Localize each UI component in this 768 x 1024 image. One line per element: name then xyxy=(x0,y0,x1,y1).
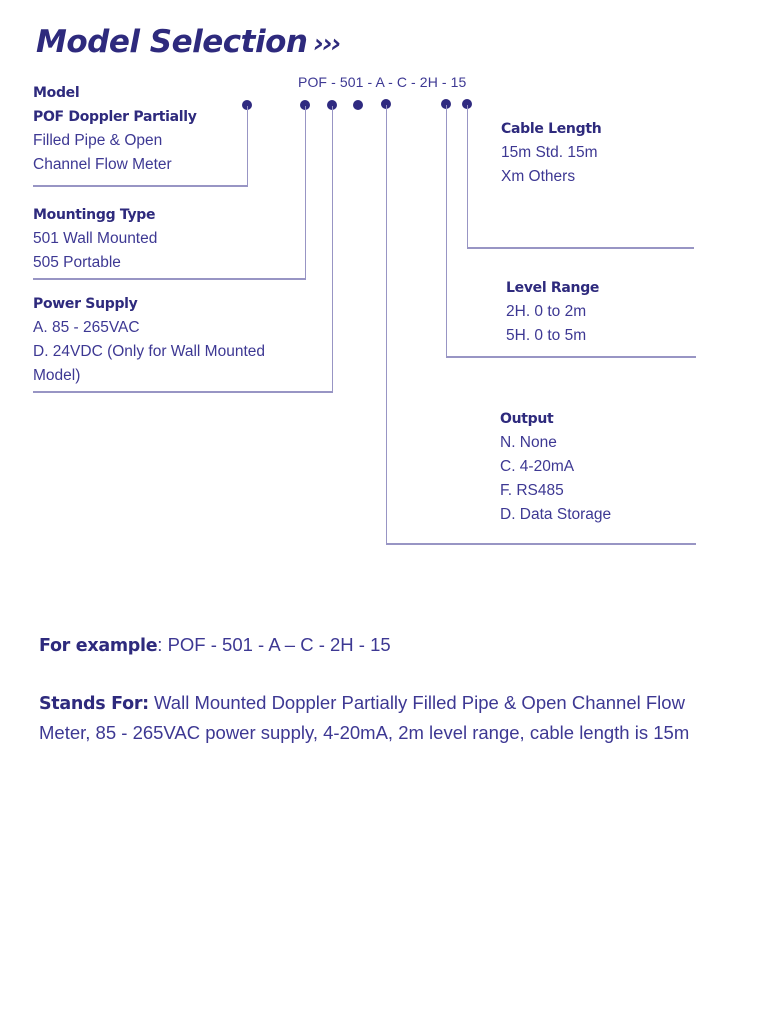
section-output xyxy=(500,407,611,527)
connector-line-power-horizontal xyxy=(33,391,333,393)
section-mounting-line: 505 Portable xyxy=(33,254,121,271)
example-label: For example xyxy=(39,636,158,656)
section-cable xyxy=(501,117,601,189)
section-power-heading: Power Supply xyxy=(33,296,138,312)
section-cable-heading: Cable Length xyxy=(501,121,602,137)
connector-line-level-horizontal xyxy=(446,356,696,358)
section-output-line: C. 4-20mA xyxy=(500,458,575,475)
section-cable-line: Xm Others xyxy=(501,168,576,185)
section-model-name: POF Doppler Partially xyxy=(33,109,197,125)
connector-line-model-vertical xyxy=(247,106,249,186)
example-line xyxy=(39,634,391,656)
connector-line-cable-horizontal xyxy=(467,247,694,249)
connector-line-cable-vertical xyxy=(467,105,469,248)
section-mounting-line: 501 Wall Mounted xyxy=(33,230,158,247)
section-level-line: 5H. 0 to 5m xyxy=(506,327,587,344)
section-power-line: D. 24VDC (Only for Wall Mounted xyxy=(33,343,266,360)
section-level xyxy=(506,276,599,348)
section-model xyxy=(33,81,197,177)
chevrons-icon: ››› xyxy=(313,29,340,59)
section-mounting-heading: Mountingg Type xyxy=(33,207,156,223)
section-model-heading: Model xyxy=(33,85,80,101)
page-title xyxy=(36,24,340,60)
section-output-line: D. Data Storage xyxy=(500,506,612,523)
connector-dot-unused xyxy=(353,100,363,110)
example-value: POF - 501 - A – C - 2H - 15 xyxy=(162,634,391,655)
title-text: Model Selection xyxy=(36,24,308,60)
model-code: POF - 501 - A - C - 2H - 15 xyxy=(298,74,467,90)
section-output-line: N. None xyxy=(500,434,557,451)
section-power xyxy=(33,292,265,388)
section-mounting xyxy=(33,203,157,275)
section-output-heading: Output xyxy=(500,411,554,427)
stands-for-label: Stands For: xyxy=(39,694,149,714)
example-colon: : xyxy=(157,634,163,655)
connector-line-model-horizontal xyxy=(33,185,248,187)
connector-line-output-vertical xyxy=(386,105,388,544)
section-power-line: Model) xyxy=(33,367,81,384)
stands-for-paragraph xyxy=(39,689,719,747)
section-power-line: A. 85 - 265VAC xyxy=(33,319,140,336)
section-level-heading: Level Range xyxy=(506,280,600,296)
connector-line-output-horizontal xyxy=(386,543,696,545)
connector-line-mounting-vertical xyxy=(305,106,307,279)
stands-for-text: Wall Mounted Doppler Partially Filled Pipe & Open Channel Flow Meter, 85 - 265VAC power supply, 4-20mA, 2m level range, cable length is 15m xyxy=(39,692,690,743)
connector-line-power-vertical xyxy=(332,106,334,392)
section-level-line: 2H. 0 to 2m xyxy=(506,303,587,320)
section-cable-line: 15m Std. 15m xyxy=(501,144,598,161)
connector-line-level-vertical xyxy=(446,105,448,357)
connector-line-mounting-horizontal xyxy=(33,278,306,280)
section-output-line: F. RS485 xyxy=(500,482,564,499)
section-model-line: Filled Pipe & Open xyxy=(33,132,163,149)
section-model-line: Channel Flow Meter xyxy=(33,156,172,173)
